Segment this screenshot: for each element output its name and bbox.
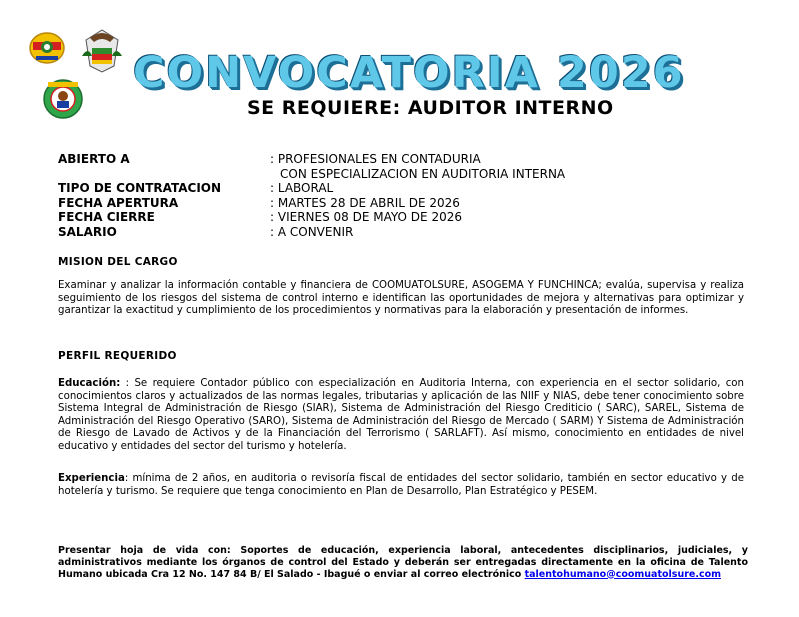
experiencia-paragraph (58, 473, 744, 498)
detail-value-continued: CON ESPECIALIZACION EN AUDITORIA INTERNA (280, 166, 566, 181)
logo-group (22, 22, 132, 122)
detail-row-salario (58, 225, 565, 240)
perfil-heading: PERFIL REQUERIDO (58, 350, 177, 362)
footer-instructions (58, 545, 748, 580)
educacion-label: Educación: (58, 378, 121, 389)
mision-text: Examinar y analizar la información contable y financiera de COOMUATOLSURE, ASOGEMA Y FUNCHINCA; evalúa, supervisa y realiza seguimiento de los riesgos del sistema de control interno e identifican las oportunidades de mejora y alternativas para optimizar y garantizar la exactitud y cumplimiento de los procedimientos y normativas para la elaboración y presentación de informes. (58, 280, 744, 317)
footer-text: Presentar hoja de vida con: Soportes de educación, experiencia laboral, antecedentes disciplinarios, judiciales, y administrativos mediante los órganos de control del Estado y deberán ser entregadas directamente en la oficina de Talento Humano ubicada Cra 12 No. 147 84 B/ El Salado - Ibagué o enviar al correo electrónico (58, 545, 748, 580)
detail-row-tipo (58, 181, 565, 196)
detail-row-cierre (58, 210, 565, 225)
detail-label: FECHA CIERRE (58, 210, 155, 224)
page-subtitle: SE REQUIERE: AUDITOR INTERNO (247, 97, 614, 119)
educacion-paragraph (58, 378, 744, 454)
detail-label: ABIERTO A (58, 152, 130, 166)
detail-row-apertura (58, 196, 565, 211)
green-crest-logo (42, 78, 84, 120)
detail-value: : VIERNES 08 DE MAYO DE 2026 (270, 210, 462, 224)
eagle-crest-logo (80, 26, 124, 74)
detail-label: FECHA APERTURA (58, 195, 179, 210)
mision-heading: MISION DEL CARGO (58, 256, 178, 268)
details-list (58, 152, 565, 239)
educacion-text: : Se requiere Contador público con especialización en Auditoria Interna, con experiencia en el sector solidario, con conocimientos claros y actualizados de las normas legales, tributarias y aplicación de las NIIF y NIAS, debe tener conocimiento sobre Sistema Integral de Administración de Riesgo (SIAR), Sistema de Administración del Riesgo Crediticio ( SARC), SAREL, Sistema de Administración del Riesgo Operativo (SARO), Sistema de Administración del Riesgo de Mercado ( SARM) Y Sistema de Administración de Riesgo de Lavado de Activos y de la Financiación del Terrorismo ( SARLAFT). Así mismo, conocimiento en entidades de nivel educativo y entidades del sector del turismo y hotelería. (58, 378, 744, 452)
detail-label: SALARIO (58, 224, 117, 239)
experiencia-text: : mínima de 2 años, en auditoria o revisoría fiscal de entidades del sector solidario, también en sector educativo y de hotelería y turismo. Se requiere que tenga conocimiento en Plan de Desarrollo, Plan Estratégico y PESEM. (58, 473, 744, 497)
detail-value: : A CONVENIR (270, 224, 354, 239)
detail-value: : MARTES 28 DE ABRIL DE 2026 (270, 195, 460, 210)
detail-label: TIPO DE CONTRATACION (58, 181, 222, 195)
detail-row-abierto (58, 152, 565, 181)
experiencia-label: Experiencia (58, 473, 125, 484)
banner-title: CONVOCATORIA 2026 (133, 48, 685, 98)
detail-value: : PROFESIONALES EN CONTADURIA (270, 152, 481, 166)
detail-value: : LABORAL (270, 181, 334, 195)
shield-logo-1 (28, 30, 66, 66)
email-link[interactable]: talentohumano@coomuatolsure.com (524, 568, 721, 580)
